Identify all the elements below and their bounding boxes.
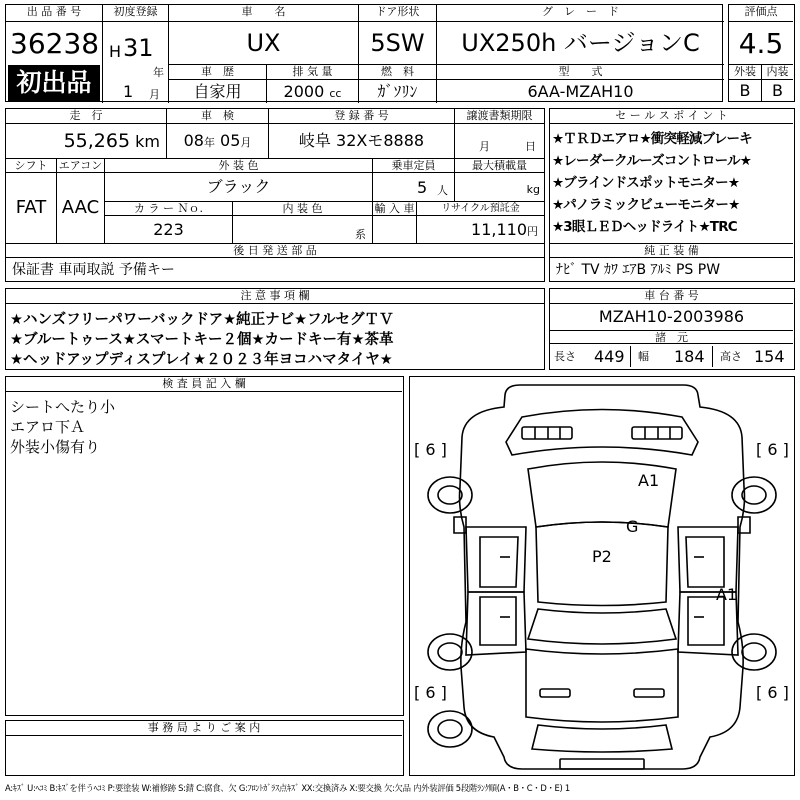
width-label: 幅	[638, 350, 649, 363]
mileage-header: 走 行	[6, 109, 166, 124]
sales-points-header: セ ー ル ス ポ イ ン ト	[550, 109, 793, 124]
capacity: 5	[417, 178, 428, 197]
model-code: 6AA-MZAH10	[436, 79, 724, 103]
displacement-header: 排 気 量	[266, 64, 358, 79]
body-outline	[460, 385, 745, 769]
transfer-day-unit: 日	[525, 140, 536, 153]
displacement-cell	[266, 79, 358, 103]
sales-point-2: ★レーダークルーズコントロール★	[552, 153, 752, 169]
fuel-header: 燃 料	[358, 64, 436, 79]
displacement: 2000	[283, 82, 325, 101]
inspector-line-1: シートへたり小	[10, 398, 116, 416]
rear-window-outline	[528, 609, 676, 644]
door-header: ドア形状	[358, 5, 436, 22]
notes-header: 注 意 事 項 欄	[6, 289, 544, 304]
inspection-cell	[166, 124, 268, 158]
tire-mark-rear-left: [ 6 ]	[414, 683, 447, 702]
lot-number: 36238	[10, 27, 100, 60]
recycle-header: リサイクル預託金	[416, 201, 544, 215]
dims-row	[550, 344, 793, 369]
rating-block	[728, 4, 795, 102]
rating-header: 評価点	[729, 5, 793, 22]
height-label: 高さ	[720, 350, 742, 363]
recycle-amount: 11,110	[471, 220, 527, 239]
ext-color-header: 外 装 色	[104, 158, 372, 173]
load-header: 最大積載量	[454, 158, 544, 173]
sales-point-5: ★3眼ＬＥＤヘッドライト★TRC	[552, 219, 737, 235]
import-header: 輸 入 車	[372, 201, 416, 215]
displacement-unit: cc	[329, 87, 342, 100]
height: 154	[754, 347, 785, 366]
mileage-unit: km	[135, 132, 160, 151]
fuel: ｶﾞｿﾘﾝ	[358, 79, 436, 103]
mileage: 55,265	[63, 130, 131, 152]
plate-number: 岐阜 32Xモ8888	[268, 124, 454, 158]
color-no-header: カ ラ ー Ｎｏ.	[104, 201, 232, 215]
history: 自家用	[168, 79, 266, 103]
int-color-header: 内 装 色	[232, 201, 372, 215]
door-type: 5SW	[358, 22, 436, 64]
model-header: 型 式	[436, 64, 724, 79]
mileage-cell	[6, 124, 166, 158]
inspection-year: 08	[183, 131, 204, 150]
inspector-line-3: 外装小傷有り	[10, 438, 101, 456]
first-reg-year: 31	[123, 34, 154, 62]
length: 449	[594, 347, 625, 366]
sales-points-block	[549, 108, 795, 282]
legend: A:ｷｽﾞ U:ﾍｺﾐ B:ｷｽﾞを伴うﾍｺﾐ P:要塗装 W:補修跡 S:錆 C:腐食、欠 G:ﾌﾛﾝﾄｶﾞﾗｽ点ｷｽﾞ XX:交換済み X:要交換 欠:欠品 内外装評価 5段階ﾗﾝｸ順(A・B・C・D・E) 1	[5, 783, 570, 793]
first-listing-badge: 初出品	[8, 65, 100, 101]
details-block	[5, 108, 545, 282]
transfer-cell	[454, 124, 544, 158]
ac-header: エアコン	[56, 158, 104, 173]
equipment: ﾅﾋﾞ TV ｶﾜ ｴｱB ｱﾙﾐ PS PW	[556, 262, 721, 278]
damage-mark-a1-front: A1	[638, 471, 660, 490]
spare-tire	[428, 711, 472, 747]
inspector-header: 検 査 員 記 入 欄	[6, 377, 402, 392]
capacity-header: 乗車定員	[372, 158, 454, 173]
int-color-cell	[232, 215, 372, 243]
length-label: 長さ	[554, 350, 576, 363]
ac-type: AAC	[56, 173, 104, 243]
notes-block	[5, 288, 545, 370]
inspection-year-unit: 年	[203, 136, 215, 149]
recycle-cell	[416, 215, 544, 243]
chassis-number: MZAH10-2003986	[598, 307, 745, 326]
wheel-front-right	[732, 477, 776, 513]
sales-point-4: ★パノラミックビューモニター★	[552, 197, 740, 213]
grade: UX250h バージョンC	[436, 22, 724, 64]
ext-color: ブラック	[104, 173, 372, 201]
office-block	[5, 720, 404, 776]
inspection-month: 05	[220, 131, 241, 150]
transfer-month-unit: 月	[479, 140, 490, 153]
later-parts: 保証書 車両取説 予備キー	[12, 262, 175, 278]
plate-header: 登 録 番 号	[268, 109, 454, 124]
inspection-header: 車 検	[166, 109, 268, 124]
inspector-block	[5, 376, 404, 716]
int-rating: B	[761, 79, 793, 101]
sales-point-1: ★ＴＲＤエアロ★衝突軽減ブレーキ	[552, 131, 752, 147]
grade-header: グ レ ー ド	[436, 5, 724, 22]
rating-score: 4.5	[738, 27, 784, 60]
chassis-header: 車 台 番 号	[550, 289, 793, 304]
capacity-unit: 人	[437, 184, 448, 197]
import-cell	[372, 215, 416, 243]
dims-header: 諸 元	[550, 330, 793, 344]
first-reg-month: 1	[123, 82, 134, 101]
load-cell	[454, 173, 544, 201]
office-header: 事 務 局 よ り ご 案 内	[6, 721, 402, 736]
lot-header: 出 品 番 号	[6, 5, 102, 22]
tire-mark-rear-right: [ 6 ]	[756, 683, 789, 702]
shift-type: FAT	[15, 197, 47, 218]
history-header: 車 歴	[168, 64, 266, 79]
later-parts-header: 後 日 発 送 部 品	[6, 243, 544, 258]
ext-rating: B	[729, 79, 761, 101]
note-line-1: ★ハンズフリーパワーバックドア★純正ナビ★フルセグＴＶ	[10, 312, 394, 328]
inspection-month-unit: 月	[240, 136, 252, 149]
damage-mark-p2: P2	[592, 547, 612, 566]
first-reg-cell	[102, 22, 168, 103]
car-outline-diagram	[410, 377, 793, 774]
width: 184	[674, 347, 705, 366]
first-reg-header: 初度登録	[102, 5, 168, 22]
damage-mark-a1-side: A1	[716, 585, 738, 604]
transfer-header: 譲渡書類期限	[454, 109, 544, 124]
car-name: UX	[168, 22, 358, 64]
int-rating-header: 内装	[761, 64, 793, 79]
tire-mark-front-right: [ 6 ]	[756, 440, 789, 459]
damage-mark-g: G	[626, 517, 639, 536]
recycle-unit: 円	[527, 225, 538, 238]
era: H	[109, 42, 122, 61]
equipment-header: 純 正 装 備	[550, 243, 793, 258]
month-unit: 月	[149, 88, 160, 101]
sales-point-3: ★ブラインドスポットモニター★	[552, 175, 740, 191]
header-block	[5, 4, 723, 102]
damage-diagram	[409, 376, 795, 776]
chassis-block	[549, 288, 795, 370]
shift-header: シフト	[6, 158, 56, 173]
ext-rating-header: 外装	[729, 64, 761, 79]
car-name-header: 車 名	[168, 5, 358, 22]
load-unit: kg	[526, 183, 540, 196]
capacity-cell	[372, 173, 454, 201]
note-line-2: ★ブルートゥース★スマートキー２個★カードキー有★茶革	[10, 332, 394, 348]
inspector-line-2: エアロ下Ａ	[10, 418, 86, 436]
int-color-unit: 系	[355, 228, 366, 241]
note-line-3: ★ヘッドアップディスプレイ★２０２３年ヨコハマタイヤ★	[10, 352, 393, 368]
year-unit: 年	[153, 66, 164, 79]
color-no: 223	[104, 215, 232, 243]
tire-mark-front-left: [ 6 ]	[414, 440, 447, 459]
wheel-front-left	[428, 477, 472, 513]
